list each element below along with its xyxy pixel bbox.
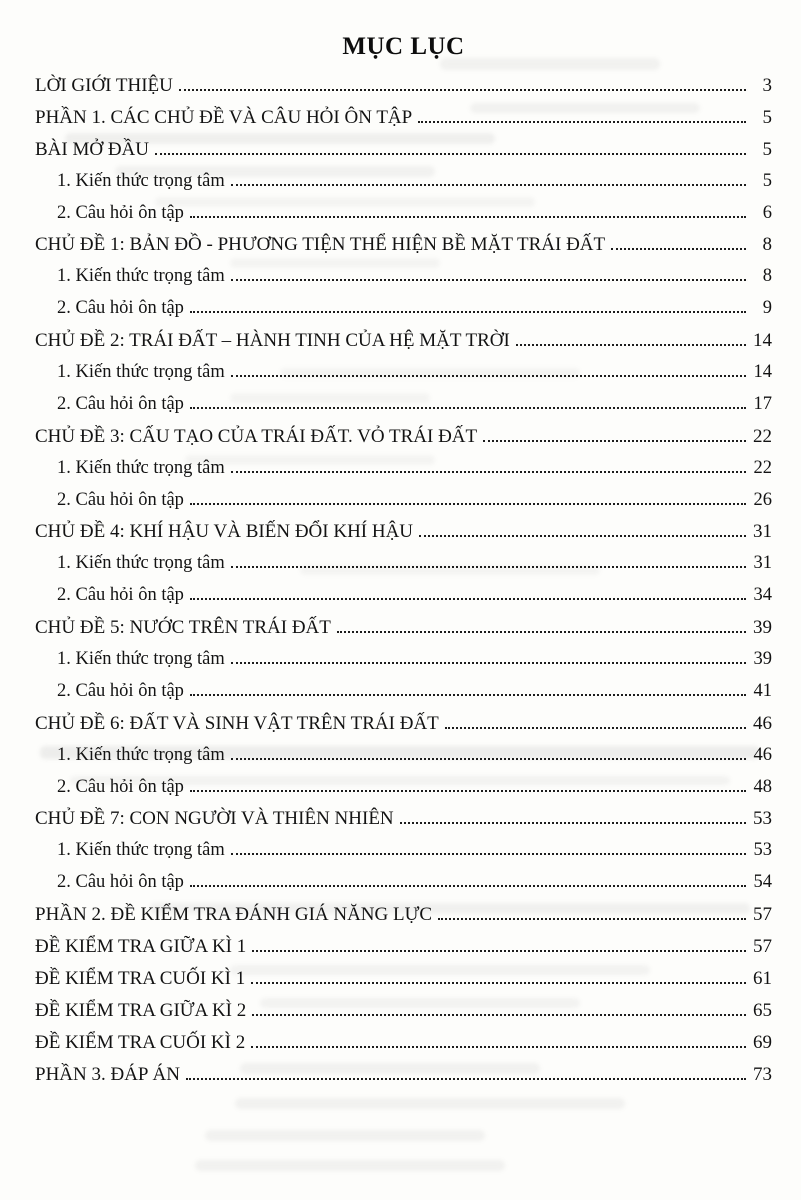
toc-entry xyxy=(35,803,772,835)
dotted-leader xyxy=(190,790,746,792)
toc-entry-page: 8 xyxy=(762,266,772,287)
toc-entry-page: 46 xyxy=(753,744,772,765)
dotted-leader xyxy=(231,375,746,377)
toc-entry-page: 3 xyxy=(762,75,772,96)
toc-entry-label: 2. Câu hỏi ôn tập xyxy=(57,393,184,414)
toc-entry-page: 61 xyxy=(753,967,772,989)
toc-entry-label: 2. Câu hỏi ôn tập xyxy=(57,489,184,510)
toc-entry-label: CHỦ ĐỀ 1: BẢN ĐỒ - PHƯƠNG TIỆN THỂ HIỆN BỀ MẶT TRÁI ĐẤT xyxy=(35,234,606,256)
toc-entry-page: 34 xyxy=(753,585,772,606)
toc-entry-label: 2. Câu hỏi ôn tập xyxy=(57,680,184,701)
dotted-leader xyxy=(445,727,746,729)
toc-entry-page: 65 xyxy=(753,999,772,1021)
dotted-leader xyxy=(231,853,746,855)
toc-entry xyxy=(35,867,772,899)
toc-entry-page: 73 xyxy=(753,1063,772,1085)
dotted-leader xyxy=(611,248,746,250)
toc-entry xyxy=(35,166,772,198)
toc-entry-page: 9 xyxy=(762,298,772,319)
dotted-leader xyxy=(190,503,746,505)
dotted-leader xyxy=(231,566,746,568)
dotted-leader xyxy=(251,1046,746,1048)
toc-entry-label: ĐỀ KIỂM TRA GIỮA KÌ 2 xyxy=(35,999,247,1021)
toc-entry-label: CHỦ ĐỀ 4: KHÍ HẬU VÀ BIẾN ĐỔI KHÍ HẬU xyxy=(35,521,414,543)
toc-entry xyxy=(35,261,772,293)
toc-entry-label: PHẦN 2. ĐỀ KIỂM TRA ĐÁNH GIÁ NĂNG LỰC xyxy=(35,904,433,926)
dotted-leader xyxy=(252,950,746,952)
toc-entry-label: 1. Kiến thức trọng tâm xyxy=(57,840,225,861)
toc-entry xyxy=(35,612,772,644)
toc-entry-label: 2. Câu hỏi ôn tập xyxy=(57,298,184,319)
dotted-leader xyxy=(337,631,746,633)
toc-entry xyxy=(35,325,772,357)
toc-entry-label: 2. Câu hỏi ôn tập xyxy=(57,202,184,223)
dotted-leader xyxy=(155,153,746,155)
toc-entry-page: 53 xyxy=(753,840,772,861)
dotted-leader xyxy=(231,758,746,760)
dotted-leader xyxy=(179,89,746,91)
toc-entry xyxy=(35,293,772,325)
toc-entry xyxy=(35,995,772,1027)
toc-entry-label: 1. Kiến thức trọng tâm xyxy=(57,266,225,287)
toc-entry-page: 5 xyxy=(762,170,772,191)
toc-entry xyxy=(35,421,772,453)
toc-entry xyxy=(35,580,772,612)
toc-entry xyxy=(35,453,772,485)
toc-entry xyxy=(35,1059,772,1091)
dotted-leader xyxy=(190,694,746,696)
toc-entry-label: 1. Kiến thức trọng tâm xyxy=(57,744,225,765)
dotted-leader xyxy=(400,822,746,824)
toc-entry-label: 2. Câu hỏi ôn tập xyxy=(57,585,184,606)
toc-entry-page: 41 xyxy=(753,680,772,701)
toc-entry-label: CHỦ ĐỀ 2: TRÁI ĐẤT – HÀNH TINH CỦA HỆ MẶT TRỜI xyxy=(35,330,510,352)
toc-entry-label: 1. Kiến thức trọng tâm xyxy=(57,362,225,383)
toc-entry-page: 5 xyxy=(762,106,772,128)
toc-entry-label: PHẦN 3. ĐÁP ÁN xyxy=(35,1063,180,1085)
dotted-leader xyxy=(516,344,746,346)
toc-entry-page: 6 xyxy=(762,202,772,223)
toc-entry-page: 39 xyxy=(753,617,772,639)
toc-entry xyxy=(35,740,772,772)
page-title: MỤC LỤC xyxy=(342,33,465,60)
dotted-leader xyxy=(251,982,746,984)
toc-entry-label: PHẦN 1. CÁC CHỦ ĐỀ VÀ CÂU HỎI ÔN TẬP xyxy=(35,106,413,128)
toc-entry xyxy=(35,229,772,261)
toc-entry-label: CHỦ ĐỀ 7: CON NGƯỜI VÀ THIÊN NHIÊN xyxy=(35,808,394,830)
dotted-leader xyxy=(190,311,746,313)
dotted-leader xyxy=(231,184,746,186)
dotted-leader xyxy=(190,598,746,600)
toc-entry xyxy=(35,102,772,134)
dotted-leader xyxy=(190,885,746,887)
toc-entry-page: 54 xyxy=(753,872,772,893)
toc-entry-page: 5 xyxy=(762,138,772,160)
toc-entry-label: CHỦ ĐỀ 6: ĐẤT VÀ SINH VẬT TRÊN TRÁI ĐẤT xyxy=(35,712,439,734)
toc-entry xyxy=(35,1027,772,1059)
toc-entry xyxy=(35,676,772,708)
toc-entry xyxy=(35,516,772,548)
toc-entry-page: 31 xyxy=(753,553,772,574)
toc-entry-page: 17 xyxy=(753,393,772,414)
dotted-leader xyxy=(483,440,746,442)
toc-entry-label: 1. Kiến thức trọng tâm xyxy=(57,170,225,191)
toc-entry-page: 14 xyxy=(753,330,772,352)
toc-entry-page: 31 xyxy=(753,521,772,543)
toc-entry-page: 48 xyxy=(753,776,772,797)
toc-entry-label: ĐỀ KIỂM TRA GIỮA KÌ 1 xyxy=(35,936,247,958)
toc-entry-label: LỜI GIỚI THIỆU xyxy=(35,75,173,96)
toc-entry-label: CHỦ ĐỀ 3: CẤU TẠO CỦA TRÁI ĐẤT. VỎ TRÁI ĐẤT xyxy=(35,425,478,447)
dotted-leader xyxy=(419,535,746,537)
dotted-leader xyxy=(231,662,746,664)
toc-entry xyxy=(35,835,772,867)
dotted-leader xyxy=(438,918,746,920)
toc-entry-page: 69 xyxy=(753,1031,772,1053)
toc-entry-page: 22 xyxy=(753,457,772,478)
toc-entry-label: 1. Kiến thức trọng tâm xyxy=(57,553,225,574)
toc-entry-label: 1. Kiến thức trọng tâm xyxy=(57,649,225,670)
toc-entry xyxy=(35,389,772,421)
dotted-leader xyxy=(252,1014,746,1016)
toc-entry-page: 22 xyxy=(753,425,772,447)
toc-entry xyxy=(35,708,772,740)
toc-entry-label: 2. Câu hỏi ôn tập xyxy=(57,872,184,893)
toc-entry xyxy=(35,357,772,389)
dotted-leader xyxy=(186,1078,746,1080)
toc-entry xyxy=(35,548,772,580)
toc-entry xyxy=(35,644,772,676)
toc-entry-label: ĐỀ KIỂM TRA CUỐI KÌ 2 xyxy=(35,1031,246,1053)
dotted-leader xyxy=(231,279,746,281)
dotted-leader xyxy=(190,407,746,409)
toc-entry-page: 39 xyxy=(753,649,772,670)
toc-entry xyxy=(35,931,772,963)
toc-entry xyxy=(35,198,772,230)
toc-list xyxy=(35,70,772,1091)
toc-entry xyxy=(35,899,772,931)
dotted-leader xyxy=(418,121,746,123)
toc-entry xyxy=(35,485,772,517)
toc-entry xyxy=(35,772,772,804)
toc-entry-label: CHỦ ĐỀ 5: NƯỚC TRÊN TRÁI ĐẤT xyxy=(35,617,331,639)
toc-entry-page: 8 xyxy=(762,234,772,256)
toc-entry-label: 2. Câu hỏi ôn tập xyxy=(57,776,184,797)
toc-entry-page: 14 xyxy=(753,362,772,383)
toc-entry-label: 1. Kiến thức trọng tâm xyxy=(57,457,225,478)
toc-entry-page: 26 xyxy=(753,489,772,510)
toc-entry-page: 53 xyxy=(753,808,772,830)
toc-entry-page: 46 xyxy=(753,712,772,734)
toc-entry-label: BÀI MỞ ĐẦU xyxy=(35,138,149,160)
dotted-leader xyxy=(231,471,746,473)
toc-entry-page: 57 xyxy=(753,936,772,958)
toc-entry xyxy=(35,70,772,102)
toc-entry xyxy=(35,134,772,166)
toc-entry xyxy=(35,963,772,995)
dotted-leader xyxy=(190,216,746,218)
toc-entry-page: 57 xyxy=(753,904,772,926)
toc-entry-label: ĐỀ KIỂM TRA CUỐI KÌ 1 xyxy=(35,967,246,989)
